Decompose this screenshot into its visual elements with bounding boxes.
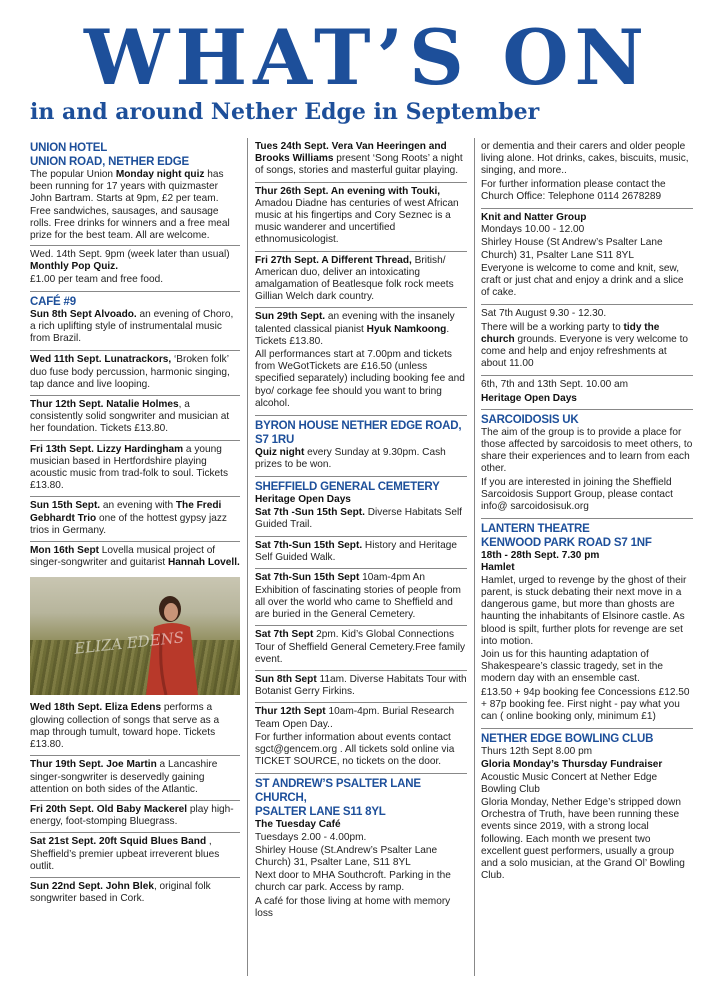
event-note: All performances start at 7.00pm and tickets from WeGotTickets are £16.50 (unless specified separately) including booking fee and byo/ corkage fee should you want to bring alcohol.	[255, 349, 465, 409]
section-heading: UNION HOTEL	[30, 142, 108, 154]
cemetery-section: SHEFFIELD GENERAL CEMETERY Heritage Open Days Sat 7th -Sun 15th Sept. Diverse Habitats Self Guided Trail.	[255, 477, 467, 537]
section-address: PSALTER LANE S11 8YL	[255, 806, 386, 819]
st-andrews-continued: or dementia and their carers and older people living alone. Hot drinks, cakes, biscuits, music, singing, and more.. For further information please contact the Church Office: Telephone 0114 2678289	[481, 138, 693, 209]
event-item: Sun 29th Sept. an evening with the insanely talented classical pianist Hyuk Namkoong. Tickets £13.80. All performances start at 7.00pm and tickets from WeGotTickets are £16.50 (unless specified separately) including booking fee and byo/ corkage fee should you want to bring alcohol.	[255, 308, 467, 416]
column-divider	[247, 138, 248, 976]
tidy-church-item: Sat 7th August 9.30 - 12.30. There will be a working party to tidy the church grounds. Everyone is very welcome to come and help and enjoy refreshments at about 11.00	[481, 305, 693, 376]
event-item: Sat 7th-Sun 15th Sept 10am-4pm An Exhibition of fascinating stories of people from all over the world who came to Sheffield and are buried in the General Cemetery.	[255, 569, 467, 626]
knit-natter-section: Knit and Natter Group Mondays 10.00 - 12.00 Shirley House (St Andrew’s Psalter Lane Church) 31, Psalter Lane S11 8YL Everyone is welcome to come and knit, sew, craft or just chat and enjoy a drink and a slice of cake.	[481, 209, 693, 305]
event-item: Thur 12th Sept 10am-4pm. Burial Research Team Open Day.. For further information about events contact sgct@gencem.org . All tickets sold online via TICKET SOURCE, no tickets on the door.	[255, 703, 467, 774]
union-hotel-section	[30, 138, 240, 292]
cafe-9-section	[30, 292, 240, 352]
event-item: Sat 7th-Sun 15th Sept. History and Heritage Self Guided Walk.	[255, 537, 467, 569]
section-address: UNION ROAD, NETHER EDGE	[30, 156, 189, 168]
event-item: Tues 24th Sept. Vera Van Heeringen and Brooks Williams present ‘Song Roots’ a night of songs, stories and masterful guitar playing.	[255, 138, 467, 183]
sarcoidosis-section: SARCOIDOSIS UK The aim of the group is to provide a place for those affected by sarcoidosis to meet others, to share their experiences and to learn from each other. If you are interested in joining the Sheffield Sarcoidosis Support Group, please contact info@ sarcoidosisuk.org	[481, 410, 693, 519]
section-heading: ST ANDREW’S PSALTER LANE CHURCH,	[255, 778, 421, 805]
column-2	[255, 138, 467, 925]
section-heading: SHEFFIELD GENERAL CEMETERY	[255, 481, 440, 494]
section-heading: NETHER EDGE BOWLING CLUB	[481, 733, 654, 746]
event-item: Sat 7th Sept 2pm. Kid’s Global Connections Tour of Sheffield General Cemetery.Free family event.	[255, 626, 467, 671]
section-heading: LANTERN THEATRE	[481, 523, 590, 536]
event-text: The popular Union Monday night quiz has been running for 17 years with quizmaster John Bartram. Starts at 9pm, £2 per team. Free sandwiches, sausages, and sausage rolls. Free drinks for winners and a free meal prize for the best team. All are welcome.	[30, 169, 230, 242]
event-item: Sun 8th Sept 11am. Diverse Habitats Tour with Botanist Gerry Firkins.	[255, 671, 467, 703]
event-item: Sun 22nd Sept. John Blek, original folk songwriter based in Cork.	[30, 880, 211, 905]
byron-house-section: BYRON HOUSE NETHER EDGE ROAD, S7 1RU Quiz night every Sunday at 9.30pm. Cash prizes to be won.	[255, 416, 467, 477]
section-subheading: The Tuesday Café	[255, 819, 341, 831]
event-item: Fri 20th Sept. Old Baby Mackerel play high-energy, foot-stomping Bluegrass.	[30, 801, 240, 833]
lantern-theatre-section: LANTERN THEATRE KENWOOD PARK ROAD S7 1NF 18th - 28th Sept. 7.30 pm Hamlet Hamlet, urged to revenge by the ghost of their parent, is stuck debating their next move in a dangerous game, but more than ghosts are haunting the inhabitants of Elsinore castle. As blood is spilt, further plots for revenge are set into motion. Join us for this haunting adaptation of Shakespeare’s classic tragedy, set in the modern day with an ensemble cast. £13.50 + 94p booking fee Concessions £12.50 + 87p booking fee. First night - pay what you can ( online booking only, minimum £1)	[481, 519, 693, 729]
eliza-edens-photo	[30, 577, 240, 695]
event-item: Wed 18th Sept. Eliza Edens performs a glowing collection of songs that serve as a map through tumult, toward hope. Tickets £13.80.	[30, 699, 240, 756]
event-item: Mon 16th Sept Lovella musical project of singer-songwriter and guitarist Hannah Lovell.	[30, 545, 240, 569]
page-title: WHAT’S ON	[84, 13, 650, 102]
event-item: Thur 19th Sept. Joe Martin a Lancashire singer-songwriter is deservedly gaining attention on both sides of the Atlantic.	[30, 756, 240, 801]
section-heading: CAFÉ #9	[30, 295, 76, 308]
event-item: Fri 27th Sept. A Different Thread, British/ American duo, deliver an intoxicating amalgamation of Beatlesque folk rock meets Gillian Welch dark country.	[255, 252, 467, 309]
section-subheading: Heritage Open Days	[255, 494, 351, 506]
event-item: Sun 8th Sept Alvoado. an evening of Choro, a rich uplifting style of instrumentalal music from Brazil.	[30, 308, 234, 345]
event-item: Fri 13th Sept. Lizzy Hardingham a young musician based in Hertfordshire playing acoustic music from trad-folk to soul. Tickets £13.80.	[30, 441, 240, 498]
column-3	[481, 138, 693, 887]
event-item: Wed 11th Sept. Lunatrackors, ‘Broken folk’ duo fuse body percussion, harmonic singing, tap dance and live looping.	[30, 351, 240, 396]
bowling-club-section: NETHER EDGE BOWLING CLUB Thurs 12th Sept 8.00 pm Gloria Monday’s Thursday Fundraiser Acoustic Music Concert at Nether Edge Bowling Club Gloria Monday, Nether Edge’s stripped down Orchestra of Truth, have been running these events since 2019, with a strong local following. Each month we present two excellent guest performers, usually a group and a solo musician, at the Grand Ol’ Bowling Club.	[481, 729, 693, 887]
event-item: Sat 21st Sept. 20ft Squid Blues Band , Sheffield’s premier upbeat irreverent blues outlit.	[30, 833, 240, 878]
section-subheading: Knit and Natter Group	[481, 212, 587, 224]
section-heading: BYRON HOUSE NETHER EDGE ROAD, S7 1RU	[255, 420, 462, 447]
heritage-open-days-item: 6th, 7th and 13th Sept. 10.00 am Heritage Open Days	[481, 376, 693, 409]
column-1	[30, 138, 240, 909]
column-divider	[474, 138, 475, 976]
event-text: Wed. 14th Sept. 9pm (week later than usual) Monthly Pop Quiz. £1.00 per team and free food.	[30, 245, 240, 286]
event-item: Thur 26th Sept. An evening with Touki, Amadou Diadne has centuries of west African music at his fingertips and Cory Seznec is a music wanderer and uncertified ethnomusicologist.	[255, 183, 467, 252]
section-heading: SARCOIDOSIS UK	[481, 413, 579, 426]
event-note: For further information about events contact sgct@gencem.org . All tickets sold online via TICKET SOURCE, no tickets on the door.	[255, 731, 455, 768]
section-address: KENWOOD PARK ROAD S7 1NF	[481, 537, 652, 550]
event-item: Sun 15th Sept. an evening with The Fredi Gebhardt Trio one of the hottest gypsy jazz trios in Germany.	[30, 497, 240, 542]
event-item: Thur 12th Sept. Natalie Holmes, a consistently solid songwriter and musician at her foundation. Tickets £13.80.	[30, 396, 240, 441]
st-andrews-section: ST ANDREW’S PSALTER LANE CHURCH, PSALTER LANE S11 8YL The Tuesday Café Tuesdays 2.00 - 4.00pm. Shirley House (St.Andrew’s Psalter Lane Church) 31, Psalter Lane, S11 8YL Next door to MHA Southcroft. Parking in the church car park. Access by ramp. A café for those living at home with memory loss	[255, 774, 467, 925]
page-subtitle: in and around Nether Edge in September	[30, 99, 540, 125]
photo-caption: ELIZA EDENS	[73, 628, 185, 659]
